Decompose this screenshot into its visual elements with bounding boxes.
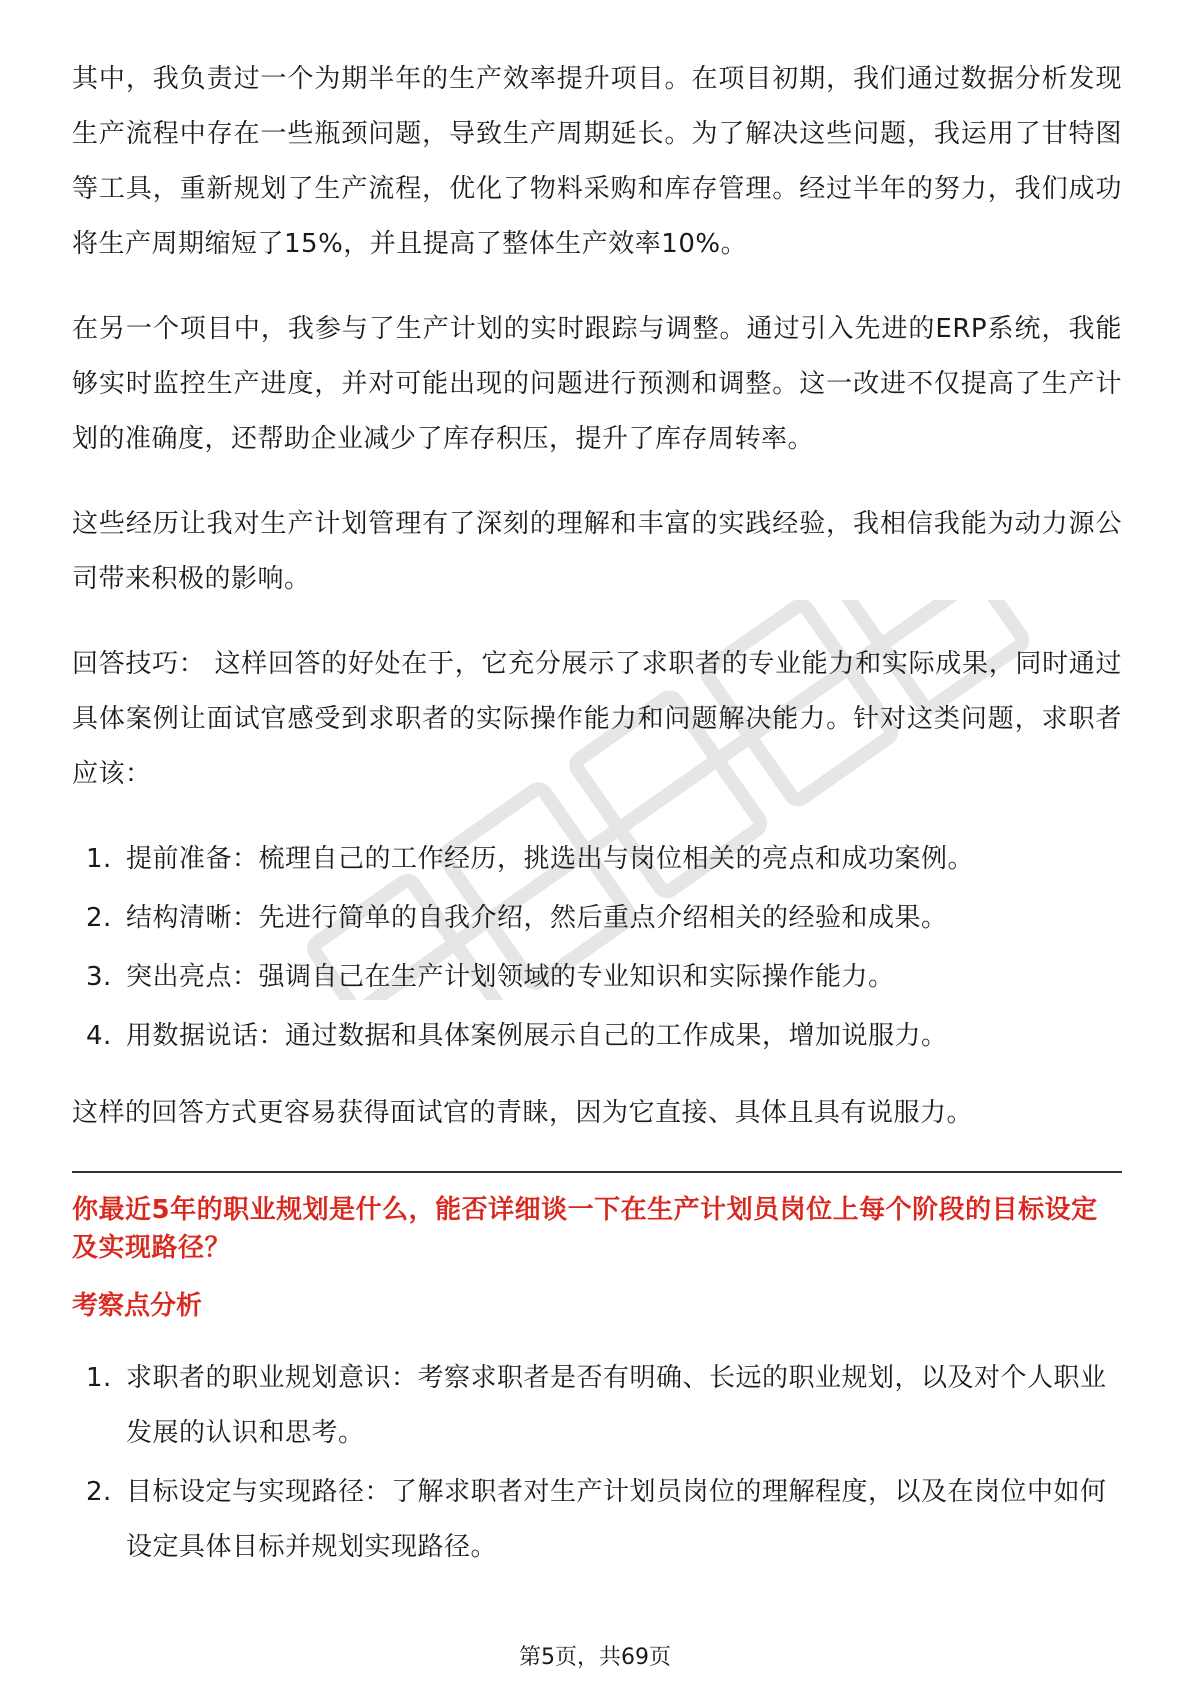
list-item: 3. 突出亮点：强调自己在生产计划领域的专业知识和实际操作能力。 xyxy=(86,962,895,992)
paragraph-project-efficiency: 其中，我负责过一个为期半年的生产效率提升项目。在项目初期，我们通过数据分析发现生产流程中存在一些瓶颈问题，导致生产周期延长。为了解决这些问题，我运用了甘特图等工具，重新规划了生产流程，优化了物料采购和库存管理。经过半年的努力，我们成功将生产周期缩短了15%，并且提高了整体生产效率10%。 xyxy=(72,64,1122,259)
list-item: 1. 提前准备：梳理自己的工作经历，挑选出与岗位相关的亮点和成功案例。 xyxy=(86,844,975,874)
list-item: 1. 求职者的职业规划意识：考察求职者是否有明确、长远的职业规划，以及对个人职业发展的认识和思考。 xyxy=(86,1363,1107,1448)
paragraph-experience-summary: 这些经历让我对生产计划管理有了深刻的理解和丰富的实践经验，我相信我能为动力源公司带来积极的影响。 xyxy=(72,509,1122,594)
main-content xyxy=(72,52,1122,1597)
paragraph-project-erp: 在另一个项目中，我参与了生产计划的实时跟踪与调整。通过引入先进的ERP系统，我能够实时监控生产进度，并对可能出现的问题进行预测和调整。这一改进不仅提高了生产计划的准确度，还帮助企业减少了库存积压，提升了库存周转率。 xyxy=(72,314,1122,454)
question-title: 你最近5年的职业规划是什么，能否详细谈一下在生产计划员岗位上每个阶段的目标设定及实现路径？ xyxy=(72,1195,1098,1263)
list-item: 4. 用数据说话：通过数据和具体案例展示自己的工作成果，增加说服力。 xyxy=(86,1021,948,1051)
paragraph-answer-tips: 回答技巧： 这样回答的好处在于，它充分展示了求职者的专业能力和实际成果，同时通过具体案例让面试官感受到求职者的实际操作能力和问题解决能力。针对这类问题，求职者应该： xyxy=(72,649,1122,789)
list-item: 2. 目标设定与实现路径：了解求职者对生产计划员岗位的理解程度，以及在岗位中如何设定具体目标并规划实现路径。 xyxy=(86,1477,1107,1562)
paragraph-closing: 这样的回答方式更容易获得面试官的青睐，因为它直接、具体且具有说服力。 xyxy=(72,1098,974,1128)
page-number: 第5页，共69页 xyxy=(519,1645,671,1670)
list-item: 2. 结构清晰：先进行简单的自我介绍，然后重点介绍相关的经验和成果。 xyxy=(86,903,948,933)
tips-list xyxy=(72,832,1122,1064)
section-divider xyxy=(72,1171,1122,1173)
analysis-points-list xyxy=(72,1351,1122,1575)
analysis-heading: 考察点分析 xyxy=(72,1291,203,1321)
